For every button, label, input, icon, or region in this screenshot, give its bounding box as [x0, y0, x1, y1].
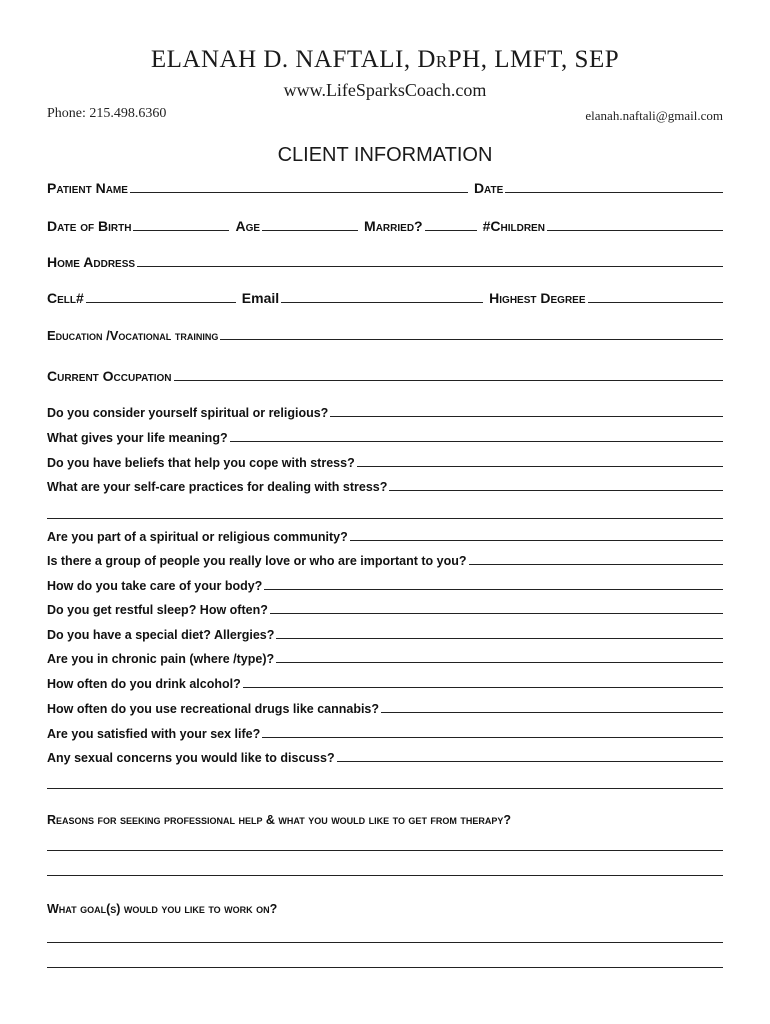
education-label: Education /Vocational training [47, 328, 219, 343]
cell-label: Cell# [47, 290, 84, 306]
answer-field[interactable] [350, 539, 723, 541]
question-label: Are you satisfied with your sex life? [47, 727, 261, 741]
answer-field[interactable] [337, 760, 723, 762]
home-address-row [47, 254, 723, 270]
form-heading: CLIENT INFORMATION [277, 144, 493, 166]
reasons-section-heading: Reasons for seeking professional help & what you would like to get from therapy? [47, 813, 512, 827]
question-label: Do you consider yourself spiritual or religious? [47, 406, 329, 420]
answer-field[interactable] [330, 415, 723, 417]
question-row [47, 579, 723, 593]
answer-line[interactable] [47, 788, 723, 789]
answer-field[interactable] [262, 736, 723, 738]
question-row [47, 751, 723, 765]
children-field[interactable] [547, 229, 723, 231]
question-row [47, 702, 723, 716]
email-address: elanah.naftali@gmail.com [585, 108, 723, 123]
email-field[interactable] [281, 301, 483, 303]
patient-name-row [47, 180, 723, 196]
highest-degree-label: Highest Degree [489, 290, 586, 306]
question-label: How do you take care of your body? [47, 579, 263, 593]
occupation-label: Current Occupation [47, 368, 172, 384]
question-row [47, 652, 723, 666]
question-label: Do you have beliefs that help you cope with stress? [47, 456, 355, 470]
question-label: What gives your life meaning? [47, 431, 228, 445]
answer-field[interactable] [389, 489, 723, 491]
cell-field[interactable] [86, 301, 236, 303]
dob-label: Date of Birth [47, 218, 132, 234]
age-field[interactable] [262, 229, 358, 231]
occupation-row [47, 368, 723, 384]
question-label: How often do you drink alcohol? [47, 677, 241, 691]
website-url: www.LifeSparksCoach.com [283, 80, 487, 100]
answer-line[interactable] [47, 967, 723, 968]
home-address-label: Home Address [47, 254, 136, 270]
question-label: How often do you use recreational drugs like cannabis? [47, 702, 380, 716]
answer-field[interactable] [357, 465, 723, 467]
goals-section-heading: What goal(s) would you like to work on? [47, 902, 278, 916]
question-row [47, 530, 723, 544]
dob-row [47, 218, 723, 234]
contact-row [47, 290, 723, 306]
question-row [47, 406, 723, 420]
married-label: Married? [364, 218, 423, 234]
question-row [47, 431, 723, 445]
date-label: Date [473, 180, 504, 196]
children-label: #Children [482, 218, 545, 234]
question-row [47, 677, 723, 691]
education-row [47, 328, 723, 343]
dob-field[interactable] [133, 229, 229, 231]
education-field[interactable] [220, 338, 723, 340]
answer-field[interactable] [230, 440, 723, 442]
occupation-field[interactable] [174, 379, 723, 381]
answer-field[interactable] [264, 588, 723, 590]
question-label: What are your self-care practices for dealing with stress? [47, 480, 388, 494]
answer-line[interactable] [47, 875, 723, 876]
answer-field[interactable] [270, 612, 723, 614]
question-row [47, 554, 723, 568]
answer-field[interactable] [276, 637, 723, 639]
answer-line[interactable] [47, 850, 723, 851]
question-label: Do you have a special diet? Allergies? [47, 628, 275, 642]
email-label: Email [241, 290, 280, 306]
answer-field[interactable] [243, 686, 723, 688]
phone-number: Phone: 215.498.6360 [47, 106, 167, 121]
answer-field[interactable] [381, 711, 723, 713]
married-field[interactable] [425, 229, 477, 231]
home-address-field[interactable] [137, 265, 723, 267]
question-label: Are you in chronic pain (where /type)? [47, 652, 275, 666]
answer-field[interactable] [469, 563, 723, 565]
question-label: Do you get restful sleep? How often? [47, 603, 268, 617]
question-row [47, 603, 723, 617]
patient-name-label: Patient Name [47, 180, 128, 196]
answer-line[interactable] [47, 942, 723, 943]
practitioner-name: ELANAH D. NAFTALI, DRPH, LMFT, SEP [150, 46, 620, 73]
question-row [47, 480, 723, 494]
age-label: Age [235, 218, 261, 234]
question-label: Any sexual concerns you would like to discuss? [47, 751, 335, 765]
patient-name-field[interactable] [130, 191, 468, 193]
highest-degree-field[interactable] [588, 301, 723, 303]
question-row [47, 628, 723, 642]
question-label: Is there a group of people you really love or who are important to you? [47, 554, 467, 568]
answer-line[interactable] [47, 518, 723, 519]
question-row [47, 727, 723, 741]
question-row [47, 456, 723, 470]
question-label: Are you part of a spiritual or religious community? [47, 530, 348, 544]
answer-field[interactable] [276, 661, 723, 663]
date-field[interactable] [505, 191, 723, 193]
